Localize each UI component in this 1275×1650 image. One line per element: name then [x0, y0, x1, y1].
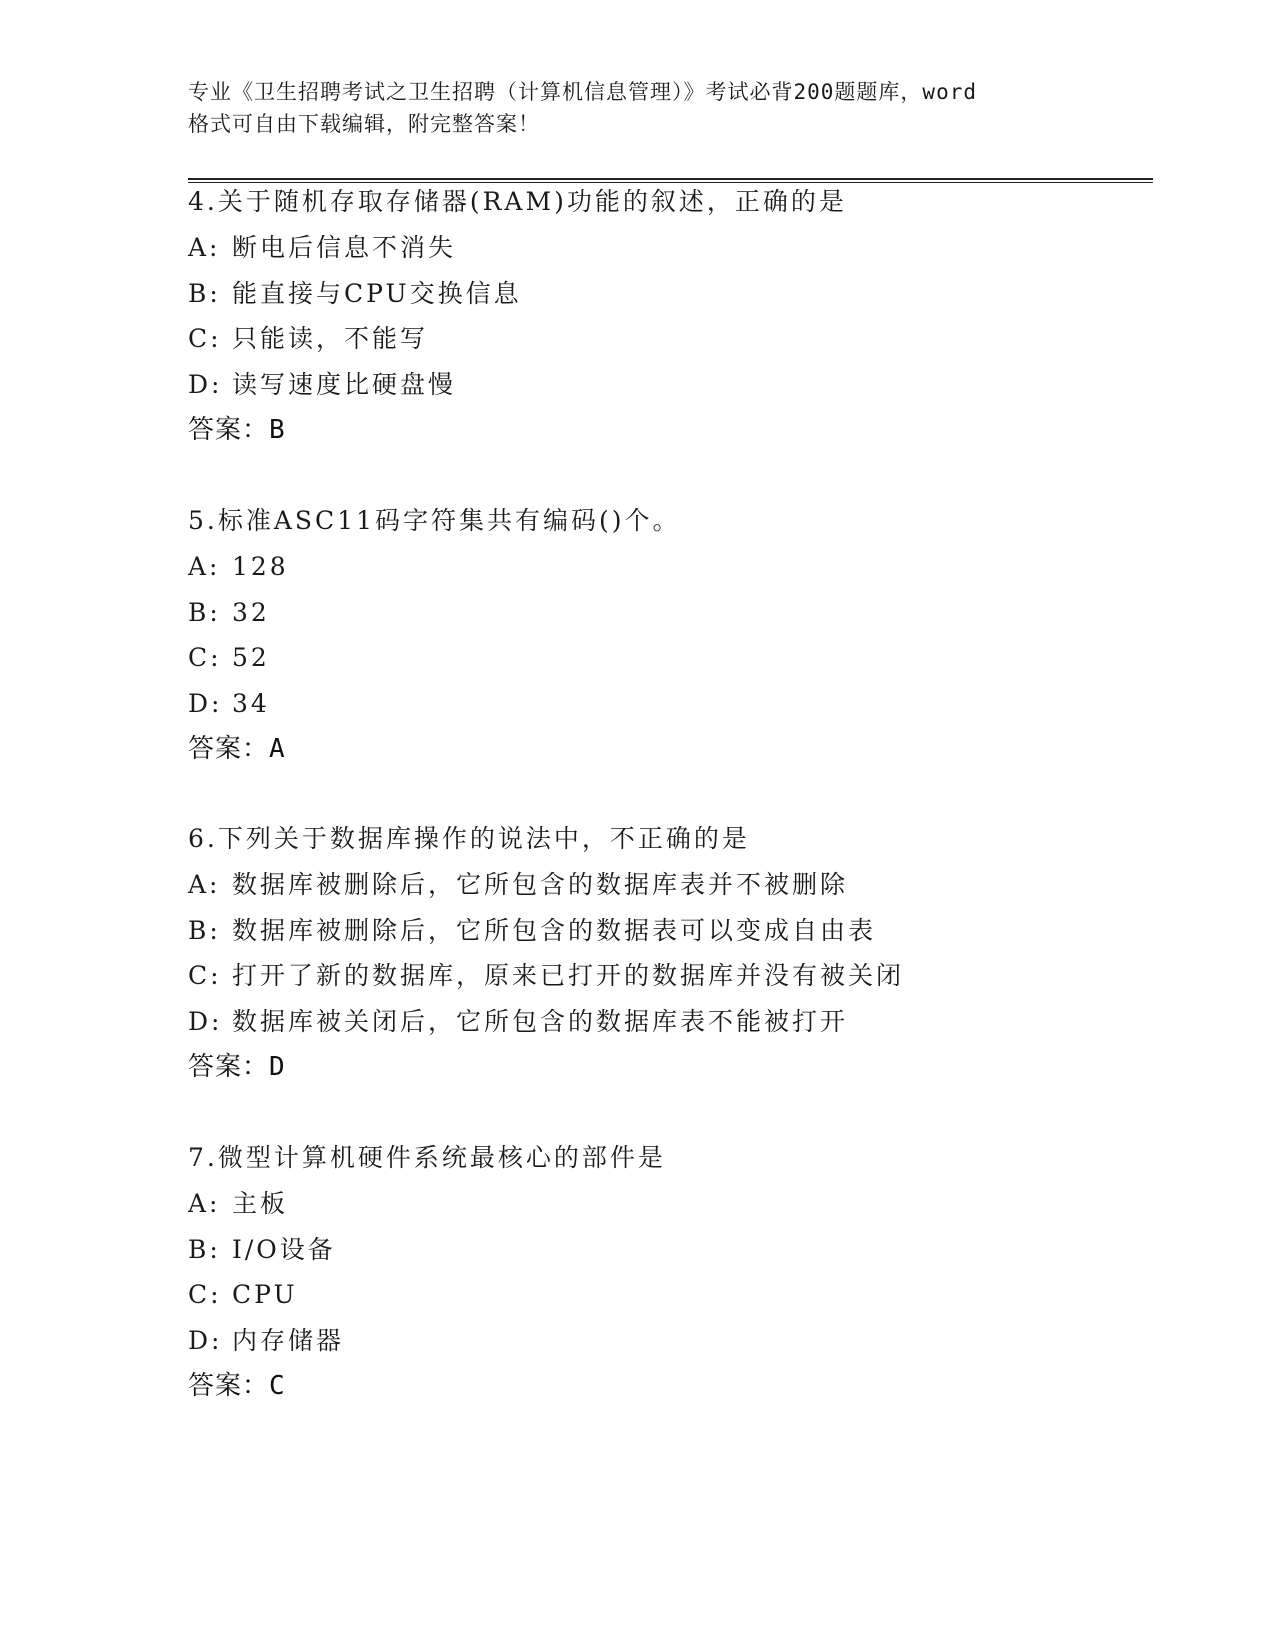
option-b	[188, 1227, 1148, 1273]
question-stem: 7.微型计算机硬件系统最核心的部件是	[188, 1143, 666, 1172]
option-letter: D:	[188, 369, 223, 399]
answer-line: 答案：A	[188, 734, 286, 764]
option-text: 128	[232, 552, 289, 581]
document-header	[188, 76, 1088, 140]
option-letter: C:	[188, 961, 222, 990]
option-d	[188, 362, 1148, 408]
option-letter: B:	[188, 597, 221, 627]
question-block	[188, 1135, 1148, 1409]
question-stem: 4.关于随机存取存储器(RAM)功能的叙述，正确的是	[188, 187, 847, 216]
option-letter: C:	[188, 1280, 222, 1309]
option-letter: A:	[188, 233, 221, 262]
option-text: 52	[232, 643, 270, 672]
option-b	[188, 271, 1148, 317]
option-text: 数据库被删除后，它所包含的数据表可以变成自由表	[232, 915, 877, 945]
option-a	[188, 225, 1148, 271]
question-stem: 5.标准ASC11码字符集共有编码()个。	[188, 506, 681, 535]
question-block	[188, 816, 1148, 1090]
option-letter: C:	[188, 643, 222, 672]
option-a	[188, 862, 1148, 908]
answer-line: 答案：D	[188, 1052, 286, 1082]
option-text: 断电后信息不消失	[232, 233, 457, 262]
option-b	[188, 908, 1148, 954]
question-block	[188, 179, 1148, 453]
header-line-2: 格式可自由下载编辑，附完整答案！	[188, 112, 540, 136]
option-b	[188, 590, 1148, 636]
option-text: 32	[232, 597, 270, 627]
option-letter: B:	[188, 915, 221, 945]
option-text: 读写速度比硬盘慢	[232, 369, 457, 399]
option-c	[188, 316, 1148, 362]
option-letter: B:	[188, 1234, 221, 1264]
option-text: 能直接与CPU交换信息	[232, 278, 522, 308]
question-stem: 6.下列关于数据库操作的说法中，不正确的是	[188, 824, 750, 853]
question-block	[188, 498, 1148, 772]
option-text: 34	[232, 688, 270, 718]
option-d	[188, 681, 1148, 727]
option-text: 主板	[232, 1189, 289, 1218]
option-d	[188, 1318, 1148, 1364]
option-letter: A:	[188, 552, 221, 581]
option-c	[188, 635, 1148, 681]
header-line-1: 专业《卫生招聘考试之卫生招聘（计算机信息管理）》考试必背200题题库，word	[188, 80, 977, 104]
option-letter: D:	[188, 1325, 223, 1355]
option-d	[188, 999, 1148, 1045]
option-a	[188, 544, 1148, 590]
option-letter: C:	[188, 324, 222, 353]
option-text: 打开了新的数据库，原来已打开的数据库并没有被关闭	[232, 961, 905, 990]
answer-line: 答案：B	[188, 415, 286, 445]
option-c	[188, 953, 1148, 999]
option-text: I/O设备	[232, 1234, 336, 1264]
option-letter: D:	[188, 688, 223, 718]
option-text: CPU	[232, 1280, 298, 1309]
option-a	[188, 1181, 1148, 1227]
option-text: 只能读，不能写	[232, 324, 429, 353]
answer-line: 答案：C	[188, 1371, 286, 1401]
option-letter: D:	[188, 1006, 223, 1036]
option-text: 内存储器	[232, 1325, 345, 1355]
option-letter: A:	[188, 870, 221, 899]
option-letter: A:	[188, 1189, 221, 1218]
option-letter: B:	[188, 278, 221, 308]
option-text: 数据库被关闭后，它所包含的数据库表不能被打开	[232, 1006, 849, 1036]
option-c	[188, 1272, 1148, 1318]
option-text: 数据库被删除后，它所包含的数据库表并不被删除	[232, 870, 849, 899]
